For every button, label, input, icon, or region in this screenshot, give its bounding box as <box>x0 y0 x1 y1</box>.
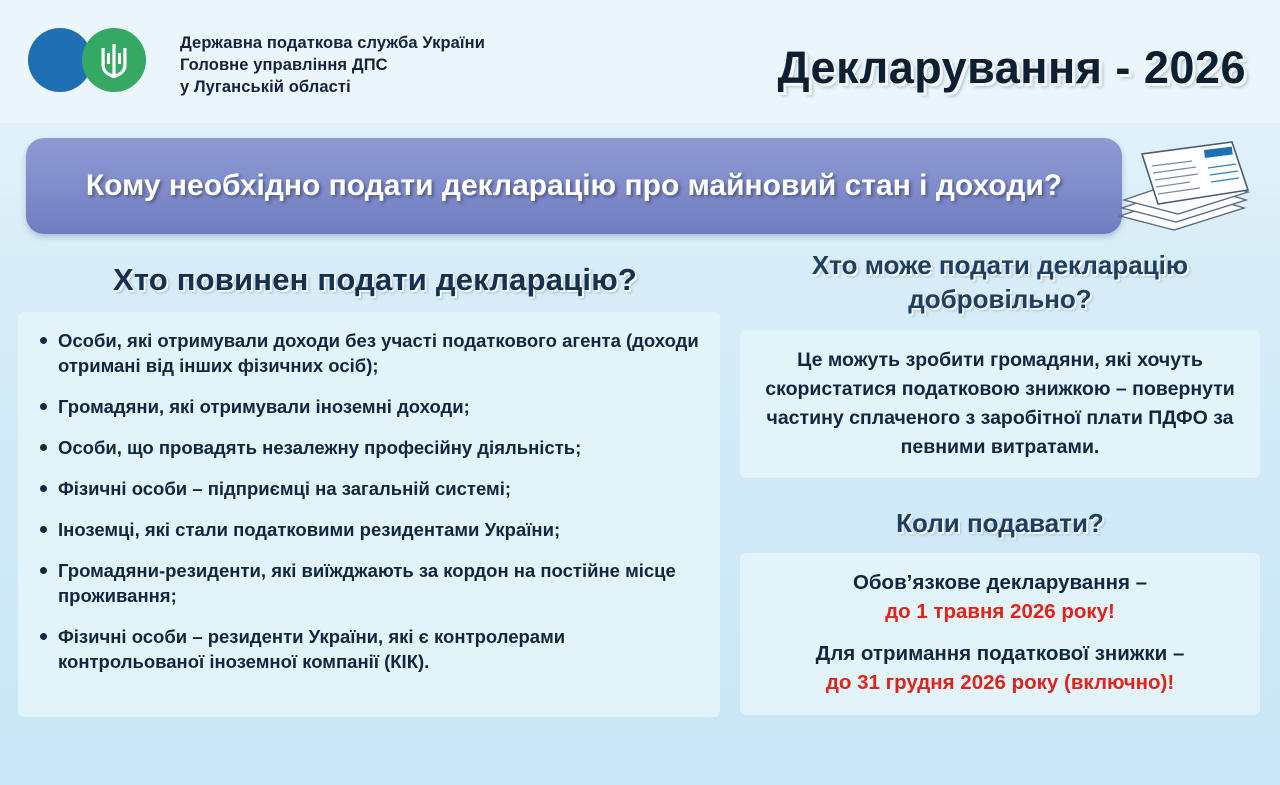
deadlines-card <box>740 553 1260 715</box>
obligated-persons-card <box>18 312 720 717</box>
logo-group <box>28 28 168 92</box>
voluntary-card <box>740 330 1260 478</box>
trident-icon <box>82 28 146 92</box>
voluntary-section-heading: Хто може подати декларацію добровільно? <box>811 250 1189 314</box>
voluntary-text: Це можуть зробити громадяни, які хочуть скористатися податковою знижкою – повернути частину сплаченого з заробітної плати ПДФО за певними витратами. <box>765 349 1235 458</box>
page-title: Декларування - 2026 <box>777 42 1246 93</box>
left-column <box>18 262 732 717</box>
right-column <box>740 248 1260 715</box>
list-item: Фізичні особи – підприємці на загальній системі; <box>32 476 702 501</box>
main-banner-text: Кому необхідно подати декларацію про майновий стан і доходи? <box>85 169 1063 202</box>
list-item: Іноземці, які стали податковими резидентами України; <box>32 517 702 542</box>
org-line-1: Державна податкова служба України <box>180 34 485 52</box>
list-item: Громадяни-резиденти, які виїжджають за кордон на постійне місце проживання; <box>32 558 702 608</box>
org-line-2: Головне управління ДПС <box>180 56 388 74</box>
deadline-mandatory-label: Обов’язкове декларування – <box>852 571 1148 594</box>
obligated-persons-list <box>32 328 702 674</box>
left-section-heading: Хто повинен подати декларацію? <box>112 262 638 297</box>
when-section-heading: Коли подавати? <box>896 508 1104 538</box>
organization-name <box>180 32 485 98</box>
list-item: Особи, які отримували доходи без участі податкового агента (доходи отримані від інших фізичних осіб); <box>32 328 702 378</box>
stacked-documents-icon <box>1112 134 1252 244</box>
list-item: Особи, що провадять незалежну професійну діяльність; <box>32 435 702 460</box>
list-item: Громадяни, які отримували іноземні доходи; <box>32 394 702 419</box>
poster-header <box>0 0 1280 123</box>
deadline-discount-value: до 31 грудня 2026 року (включно)! <box>825 671 1175 694</box>
deadline-mandatory <box>756 569 1244 626</box>
main-banner <box>26 138 1122 234</box>
deadline-discount-label: Для отримання податкової знижки – <box>815 642 1185 665</box>
org-line-3: у Луганській області <box>180 78 351 96</box>
deadline-discount <box>756 640 1244 697</box>
list-item: Фізичні особи – резиденти України, які є контролерами контрольованої іноземної компанії (КІК). <box>32 624 702 674</box>
deadline-mandatory-value: до 1 травня 2026 року! <box>885 600 1115 623</box>
